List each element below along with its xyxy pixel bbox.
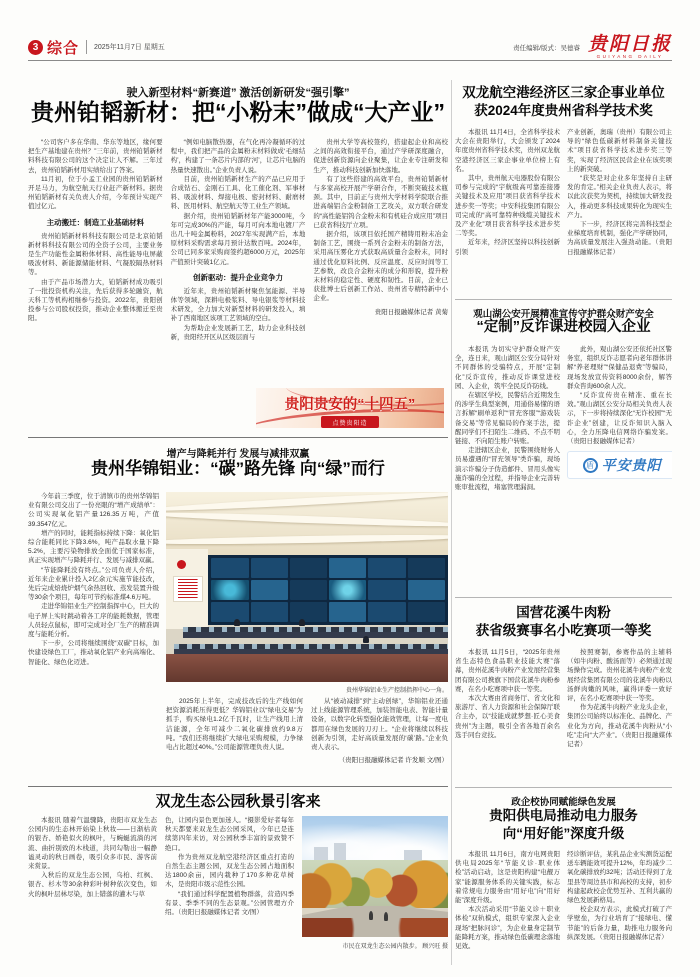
paragraph: 本报讯 为切实守护群众财产安全，连日来，观山湖区公安分局针对不同群体的受骗特点，开展“定制化”反诈宣传，推动反诈课堂进校园、入企业，筑牢全民反诈防线。 (455, 346, 560, 390)
photo-wall-plaque (173, 576, 203, 603)
paragraph: 本报讯 11月4日，全省科学技术大会在贵阳举行，大会颁发了2024年度贵州省科学技术奖，贵州双龙航空港经济区三家企事业单位榜上有名。 (455, 129, 560, 173)
police-col-2 (567, 345, 672, 593)
masthead-subtitle: GUIYANG DAILY (596, 53, 664, 59)
main-article-headline: 贵州铂韬新材：把“小粉末”做成“大产业” (31, 99, 445, 125)
paragraph: “反诈宣传贵在精准、重在长效。”观山湖区公安分局相关负责人表示，下一步将持续深化“无诈校园”“无诈企业”创建，让反诈知识入脑入心，全力压降电信网络诈骗发案。（贵阳日报融媒体记者） (567, 392, 672, 446)
page-header (28, 34, 672, 61)
noodle-col-1 (455, 648, 560, 782)
photo-floor (166, 654, 448, 683)
rail-rule (455, 597, 672, 598)
paragraph: 下一步，公司将继续围绕“双碳”目标，加快建设绿色工厂，推动氧化铝产业向高端化、智能化、绿色化迈进。 (28, 640, 159, 666)
photo-screen-wall (208, 555, 448, 625)
pingan-guiyang-logo (567, 451, 672, 479)
paragraph: 近年来，贵州铂韬新材聚焦氢能源、半导体等领域，深耕电极浆料、导电银浆等材料技术研发，全力加大对新型材料的研发投入，填补了西南地区该项工艺领域的空白。 (170, 287, 306, 323)
paragraph: 校企双方表示，此模式打破了产学壁垒，为行业培育了“接绿电、懂节能”的后备力量，助推电力服务向纵深发展。（贵阳日报融媒体记者） (567, 906, 672, 941)
paragraph: 增产的同时，能耗指标持续下降：氧化铝综合能耗同比下降3.6%，吨产品取水量下降5.2%，主要污染物排放全面优于国家标准，真正实现增产与降耗并行、发展与减排双赢。 (28, 529, 159, 565)
paragraph: “公司客户多在华南、华东等地区，缘何要把生产基地建在贵州？”三年前，贵州铂韬新材料科技有限公司的这个决定让人不解。三年过去，贵州铂韬新材用实绩给出了答案。 (28, 139, 163, 174)
paragraph: 在辖区学校，民警结合近期发生的涉学生典型案例，用通俗易懂的语言拆解“刷单返利”“冒充客服”“游戏装备交易”等常见骗局的作案手法，提醒同学们不扫陌生二维码、不点不明链接、不向陌生账户转账。 (455, 392, 560, 446)
editor-credit: 责任编辑/版式：吴德睿 (513, 44, 580, 52)
section-rule (28, 437, 448, 438)
masthead (587, 32, 672, 60)
paragraph: 贵州大学等高校签约，搭建起企业和高校之间的高效衔接平台，通过产学研深度融合，促进创新资源向企业聚集，让企业专注研发和生产，推动科技创新加快落地。 (313, 139, 448, 174)
power-col-2 (567, 850, 672, 965)
section-rule (28, 786, 448, 787)
main-col-1 (28, 138, 163, 384)
section-label: 综合 (47, 39, 80, 57)
paragraph: 作为花溪牛肉粉产业龙头企业，集团公司始终以标准化、品牌化、产业化为方向，推动花溪牛肉粉从“小吃”走向“大产业”。（贵阳日报融媒体记者） (567, 704, 672, 749)
main-article-body (28, 138, 448, 384)
park-headline: 双龙生态公园秋景引客来 (155, 793, 321, 810)
award-col-1 (455, 128, 560, 294)
subhead: 创新驱动：提升企业竞争力 (193, 272, 283, 282)
award-body (455, 128, 672, 294)
park-photo (302, 816, 448, 937)
pingan-guiyang-wordmark: 平安贵阳 (601, 458, 662, 475)
park-col-1 (28, 816, 157, 962)
paragraph: 本报讯 11月6日，南方电网贵阳供电局2025年“节能义诊·职业体检”活动启动，这是贵阳构建“电靓万家”能源服务体系的关键实践，标志着常规电力服务由“用好电”向“用好能”深度升级。 (455, 851, 560, 905)
park-col-2 (165, 816, 294, 962)
header-divider (86, 40, 87, 54)
photo-person (363, 636, 369, 643)
paragraph: 11月初，位于小孟工业园的贵州铂韬新材开足马力，为航空航天行业赶产新材料。据贵州铂韬新材有关负责人介绍，今年预计实现产值过亿元。 (28, 175, 163, 211)
paragraph: 本报讯 11月5日，“2025年贵州省生态特色食品职业技能大赛”落幕，贵州花溪牛肉粉产业发展经营集团有限公司携旗下国营花溪牛肉粉参赛，在名小吃赛项中获一等奖。 (455, 649, 560, 693)
paragraph: 本次大赛由省商务厅、省文化和旅游厅、省人力资源和社会保障厅联合主办，以“技能成就梦想·匠心美食贵州”为主题，吸引全省各地百余名选手同台竞技。 (455, 695, 560, 739)
banner-title: 贵阳贵安的“十四五” (284, 397, 416, 413)
main-article-byline: 贵阳日报融媒体记者 黄菊 (374, 308, 448, 316)
police-body (455, 345, 672, 593)
paragraph: “我们通过科学配置植物群落，营造四季有景、季季不同的生态景观。”公园管理方介绍。（贵阳日报融媒体记者 文/图） (165, 890, 294, 917)
power-col-1 (455, 850, 560, 965)
paragraph: 今年前三季度，位于清镇市的贵州华锦铝业有限公司交出了一份亮眼的“增产成绩单”：公司实现氧化铝产量126.35万吨，产值39.3547亿元。 (28, 493, 159, 528)
aluminum-photo-caption: 贵州华锦铝业生产控制指挥中心一角。 (345, 688, 448, 694)
main-col-3 (313, 138, 448, 384)
photo-autumn-trees (302, 860, 448, 908)
paragraph: “例如电脑散热器，在气化再冷凝循环的过程中，我们把产品的金属粉末材料做成‘毛细结构’，构建了一条芯片内部的‘河’，让芯片电脑的热量快速散出。”企业负责人说。 (170, 139, 306, 174)
power-headline-line2: 向“用好能”深度升级 (502, 826, 625, 841)
aluminum-col-1 (28, 492, 159, 780)
aluminum-headline: 贵州华锦铝业：“碳”路先锋 向“绿”而行 (91, 459, 385, 478)
page-number: 3 (32, 41, 39, 53)
rail-rule (455, 787, 672, 788)
banner-tag: 点赞贵阳造 (321, 416, 379, 428)
paragraph: 色，让园内景色更加迷人。“摄影爱好者每年秋天都要来双龙生态公园采风，今年已是连续第四年来访，对公园秋季丰富的景致赞不绝口。 (165, 817, 294, 852)
paragraph: 贵州铂韬新材料科技有限公司是北京铂韬新材料科技有限公司的全资子公司，主要业务是生产功能性金属粉体材料、高性能导电屏蔽吸波材料、新能源储能材料、气凝胶隔热材料等。 (28, 232, 163, 277)
subhead: 主动搬迁：制造工业基础材料 (46, 217, 145, 227)
paragraph: 本报讯 随着气温骤降，贵阳市双龙生态公园内的生态林开始染上秋妆——日渐枯黄的银杏、娇艳似火的枫叶，与蜿蜒流淌的河流、曲折别致的木栈道，共同勾勒出一幅静谧灵动的秋日画卷，吸引众多市民、游客前来赏景。 (28, 817, 157, 871)
paragraph: 近年来，经济区坚持以科技创新引领 (455, 239, 560, 256)
paragraph: 据介绍，该项目依托国产精铸用粉末冶金制备工艺，围绕一系列合金粉末的制备方法，采用高压雾化方式获取高质量合金粉末，同时通过优化原料比例、反应温度、反应时间等工艺参数，改良合金粉末的成分和形貌，提升粉末材料的稳定性、硬度和韧性。目前，企业已获批博士后创新工作站、贵州省专精特新中小企业。 (313, 231, 448, 303)
park-photo-caption: 市民在双龙生态公园内散步。 顾兴旺 摄 (342, 944, 448, 950)
series-banner (256, 388, 444, 428)
aluminum-body-lower (166, 697, 448, 783)
paragraph: 其中，贵州航天电器股份有限公司参与完成的“宇航级高可靠连接器关键技术及应用”项目获省科学技术进步奖一等奖；中安科技集团有限公司完成的“高可靠特种线缆关键技术及产业化”项目获省科学技术进步奖二等奖。 (455, 175, 560, 238)
park-body (28, 816, 294, 962)
paragraph: 为帮助企业发展新工艺，助力企业科技创新，贵阳经开区从区级层面与 (170, 324, 306, 341)
paragraph: 产业创新，奥瑞（贵州）有限公司主导的“绿色低碳新材料制备关键技术”项目获省科学技术进步奖三等奖，实现了经济区民营企业在该奖项上的新突破。 (567, 129, 672, 173)
power-kicker: 政企校协同赋能绿色发展 (511, 797, 616, 808)
masthead-title: 贵阳日报 (587, 32, 672, 55)
paragraph: “获奖是对企业多年坚持自主研发的肯定。”相关企业负责人表示，将以此次获奖为契机，持续加大研发投入，推动更多科技成果转化为现实生产力。 (567, 175, 672, 219)
noodle-col-2 (567, 648, 672, 782)
power-headline-line1: 贵阳供电局推动电力服务 (489, 808, 638, 823)
noodle-headline-line2: 获省级赛事名小吃赛项一等奖 (475, 623, 652, 638)
noodle-body (455, 648, 672, 782)
paragraph: “节能降耗没有终点。”公司负责人介绍，近年来企业累计投入2亿余元实施节能技改，先后完成焙烧炉烟气余热回收、蒸发装置升级等30余个项目，每年可节约标准煤4.6万吨。 (28, 566, 159, 602)
award-headline-line2: 获2024年度贵州省科学技术奖 (474, 103, 653, 118)
control-room-photo (166, 492, 448, 682)
paragraph: 此外，观山湖公安还依托社区警务室，组织反诈志愿者向老年群体讲解“养老理财”“保健品退费”等骗局，现场发放宣传资料8000余份，解答群众咨询600余人次。 (567, 346, 672, 390)
award-col-2 (567, 128, 672, 294)
aluminum-col-3 (311, 697, 448, 783)
page-number-badge (28, 40, 43, 55)
paragraph: 按照赛制，参赛作品的主辅料（如牛肉粉、酸汤面等）必须通过现场操作完成。贵州花溪牛肉粉产业发展经营集团有限公司的花溪牛肉粉以汤鲜肉嫩的风味，赢得评委一致好评，在名小吃赛项中获一等奖。 (567, 649, 672, 703)
paragraph: 据介绍，贵州铂韬新材年产能3000吨，今年可完成30%的产能，每月可向本地电镀厂产出几十吨金属粉料，2027年实现满产后，本地原材料采购需求每月预计达数百吨。2024年，公司已同多家采购商签约超6000万元，2025年产值预计突破1亿元。 (170, 212, 306, 266)
paragraph: 从“被动减排”到“主动创绿”，华锦铝业还通过上线能源管理系统，加装智能电表、智能计量设备，以数字化转型强化能效管理，让每一度电都用在绿色发展的刀刃上。“企业将继续以科技创新为引领，走好高质量发展的‘碳’路。”企业负责人表示。 (311, 698, 448, 752)
paragraph: 2025年上半年，完成技改后的生产线如何把资源消耗压得更低？华锦铝业以“绿电交易”为抓手，购买绿电1.2亿千瓦时，让生产线用上清洁能源，全年可减少二氧化碳排放约9.8万吨。“我们还将继续扩大绿电采购规模，力争绿电占比超过40%。”公司能源管理负责人说。 (166, 698, 303, 752)
issue-date: 2025年11月7日 星期五 (94, 44, 165, 51)
paragraph: 经诊断评估，某乳品企业实测货运配送车辆能效可提升12%，年均减少二氧化碳排放约32吨；活动还得到了龙里县等周边县市和高校的支持，初步构建起政校企优势互补、互利共赢的绿色发展新格局。 (567, 851, 672, 905)
police-kicker: 观山湖公安开展精准宣传守护群众财产安全 (473, 309, 654, 320)
paragraph: 下一步，经济区将完善科技型企业梯度培育机制，强化产学研协同，为高质量发展注入强劲动能。（贵阳日报融媒体记者） (567, 221, 672, 256)
power-body (455, 850, 672, 965)
paragraph: 由于产品市场潜力大，铂韬新材成功吸引了一批投资机构关注，先后获得多轮融资，航天科工等机构相继参与投资。2022年，贵阳创投参与公司股权投资，推动企业整体搬迁至贵阳。 (28, 278, 163, 323)
paragraph: 走进辖区企业，民警围绕财务人员易遭遇的“冒充领导”类诈骗，现场演示诈骗分子伪造邮件、冒用头像实施诈骗的全过程，并指导企业完善转账审批流程，堵塞管理漏洞。 (455, 447, 560, 492)
photo-person (299, 619, 305, 626)
photo-person (234, 619, 240, 626)
paragraph: 走进华锦铝业生产控制指挥中心，巨大的电子屏上实时跳动着各工序的能耗数据，管理人员轻点鼠标，即可完成对全厂生产的精准调度与能耗分析。 (28, 603, 159, 639)
aluminum-col-2 (166, 697, 303, 783)
aluminum-byline: （贵阳日报融媒体记者 许发顺 文/图） (338, 757, 448, 765)
police-headline: “定制”反诈课进校园入企业 (476, 319, 651, 335)
noodle-headline-line1: 国营花溪牛肉粉 (516, 605, 611, 620)
column-rule-vertical (451, 80, 452, 965)
award-headline-line1: 双龙航空港经济区三家企事业单位 (462, 85, 665, 100)
police-col-1 (455, 345, 560, 593)
paragraph: 作为贵州双龙航空港经济区重点打造的自然生态主题公园，双龙生态公园占地面积达1800余亩，园内栽种了170多种花草树木，是贵阳市级示范性公园。 (165, 853, 294, 889)
aluminum-kicker: 增产与降耗并行 发展与减排双赢 (166, 449, 310, 460)
rail-rule (455, 299, 672, 300)
paragraph: 有了这些搭建的高效平台，贵州铂韬新材与多家高校开展产学研合作，不断突破技术瓶颈。其中，目前正与贵州大学材料学院联合推进高端铝合金粉制备工艺攻关，双方联合研发的“高性能铝钨合金粉末和有机硅合成应用”项目已获省科技厅立项。 (313, 175, 448, 229)
photo-desk-row (183, 627, 448, 638)
paragraph: 入秋后的双龙生态公园，乌桕、红枫、银杏、杉木等30余种彩叶树种依次变色，如火的枫叶层林尽染，加上错落的灌木与草 (28, 872, 157, 898)
shield-badge-icon: 盾 (583, 458, 598, 473)
main-col-2 (171, 138, 306, 384)
main-article-kicker: 驶入新型材料“新赛道” 激活创新研发“强引擎” (126, 87, 350, 99)
paragraph: 本次活动采用“节能义诊＋职业体检”双轨模式，组织专家深入企业现场“把脉问诊”，为企业量身定制节能降耗方案，推动绿色低碳理念落地见效。 (455, 906, 560, 951)
paragraph: 目前，贵州铂韬新材生产的产品已应用于合成钻石、金刚石工具、化工催化剂、军事材料、吸波材料、焊接电极、密封材料、耐磨材料、医用材料、航空航天等工业生产领域。 (170, 175, 306, 211)
photo-shrubs (302, 918, 448, 937)
